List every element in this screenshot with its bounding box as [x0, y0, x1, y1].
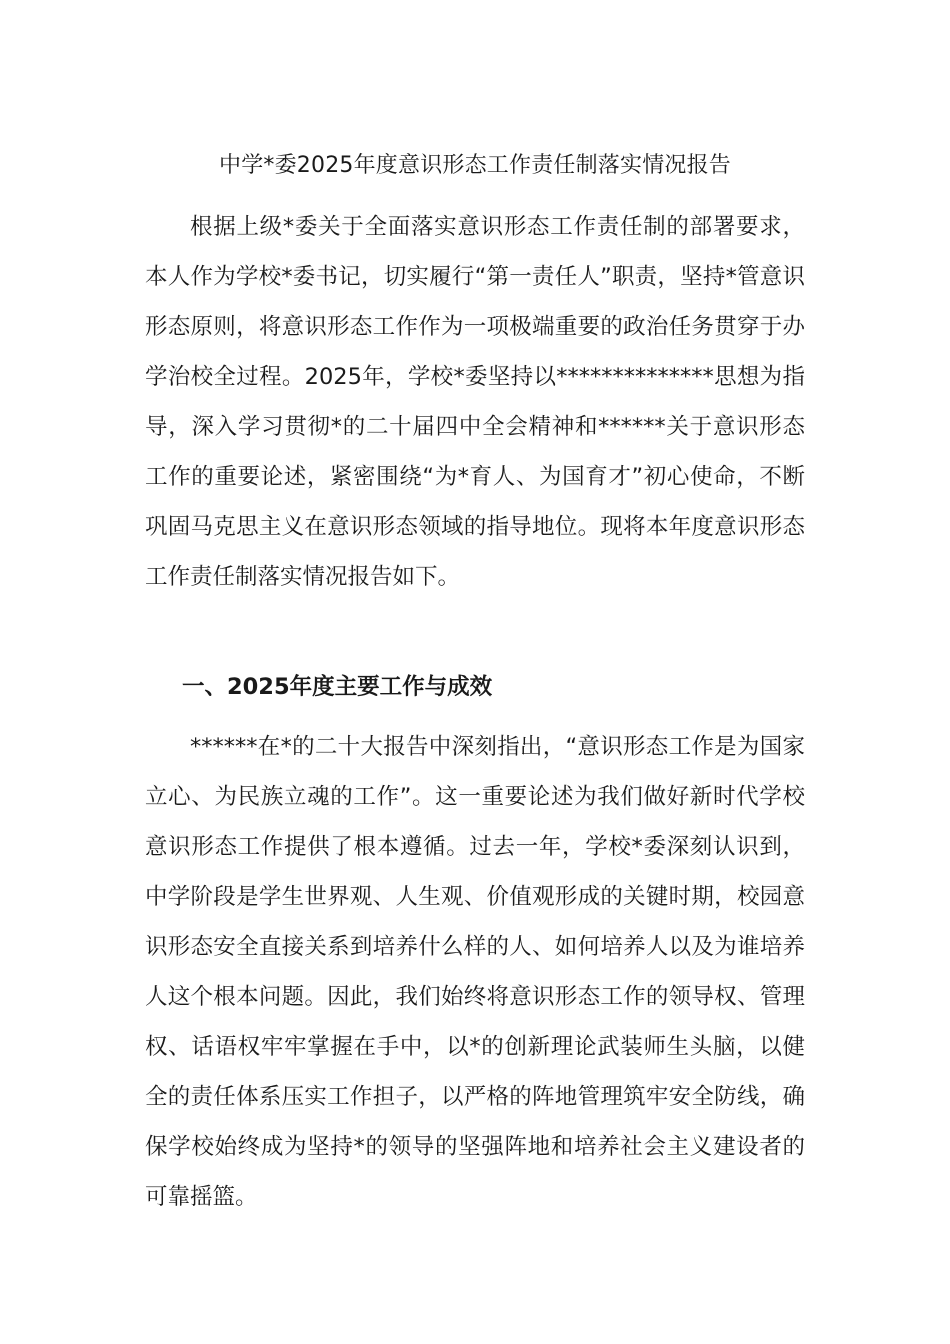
document-title: 中学*委2025年度意识形态工作责任制落实情况报告: [219, 153, 731, 178]
section-heading: 一、2025年度主要工作与成效: [182, 674, 493, 700]
intro-paragraph: 根据上级*委关于全面落实意识形态工作责任制的部署要求，本人作为学校*委书记，切实履行“第一责任人”职责，坚持*管意识形态原则，将意识形态工作作为一项极端重要的政治任务贯穿于办学治校全过程。2025年，学校*委坚持以**************思想为指导，深入学习贯彻*的二十届四中全会精神和******关于意识形态工作的重要论述，紧密围绕“为*育人、为国育才”初心使命，不断巩固马克思主义在意识形态领域的指导地位。现将本年度意识形态工作责任制落实情况报告如下。: [145, 214, 805, 590]
section-paragraph: ******在*的二十大报告中深刻指出，“意识形态工作是为国家立心、为民族立魂的工作”。这一重要论述为我们做好新时代学校意识形态工作提供了根本遵循。过去一年，学校*委深刻认识到，中学阶段是学生世界观、人生观、价值观形成的关键时期，校园意识形态安全直接关系到培养什么样的人、如何培养人以及为谁培养人这个根本问题。因此，我们始终将意识形态工作的领导权、管理权、话语权牢牢掌握在手中，以*的创新理论武装师生头脑，以健全的责任体系压实工作担子，以严格的阵地管理筑牢安全防线，确保学校始终成为坚持*的领导的坚强阵地和培养社会主义建设者的可靠摇篮。: [145, 734, 805, 1210]
